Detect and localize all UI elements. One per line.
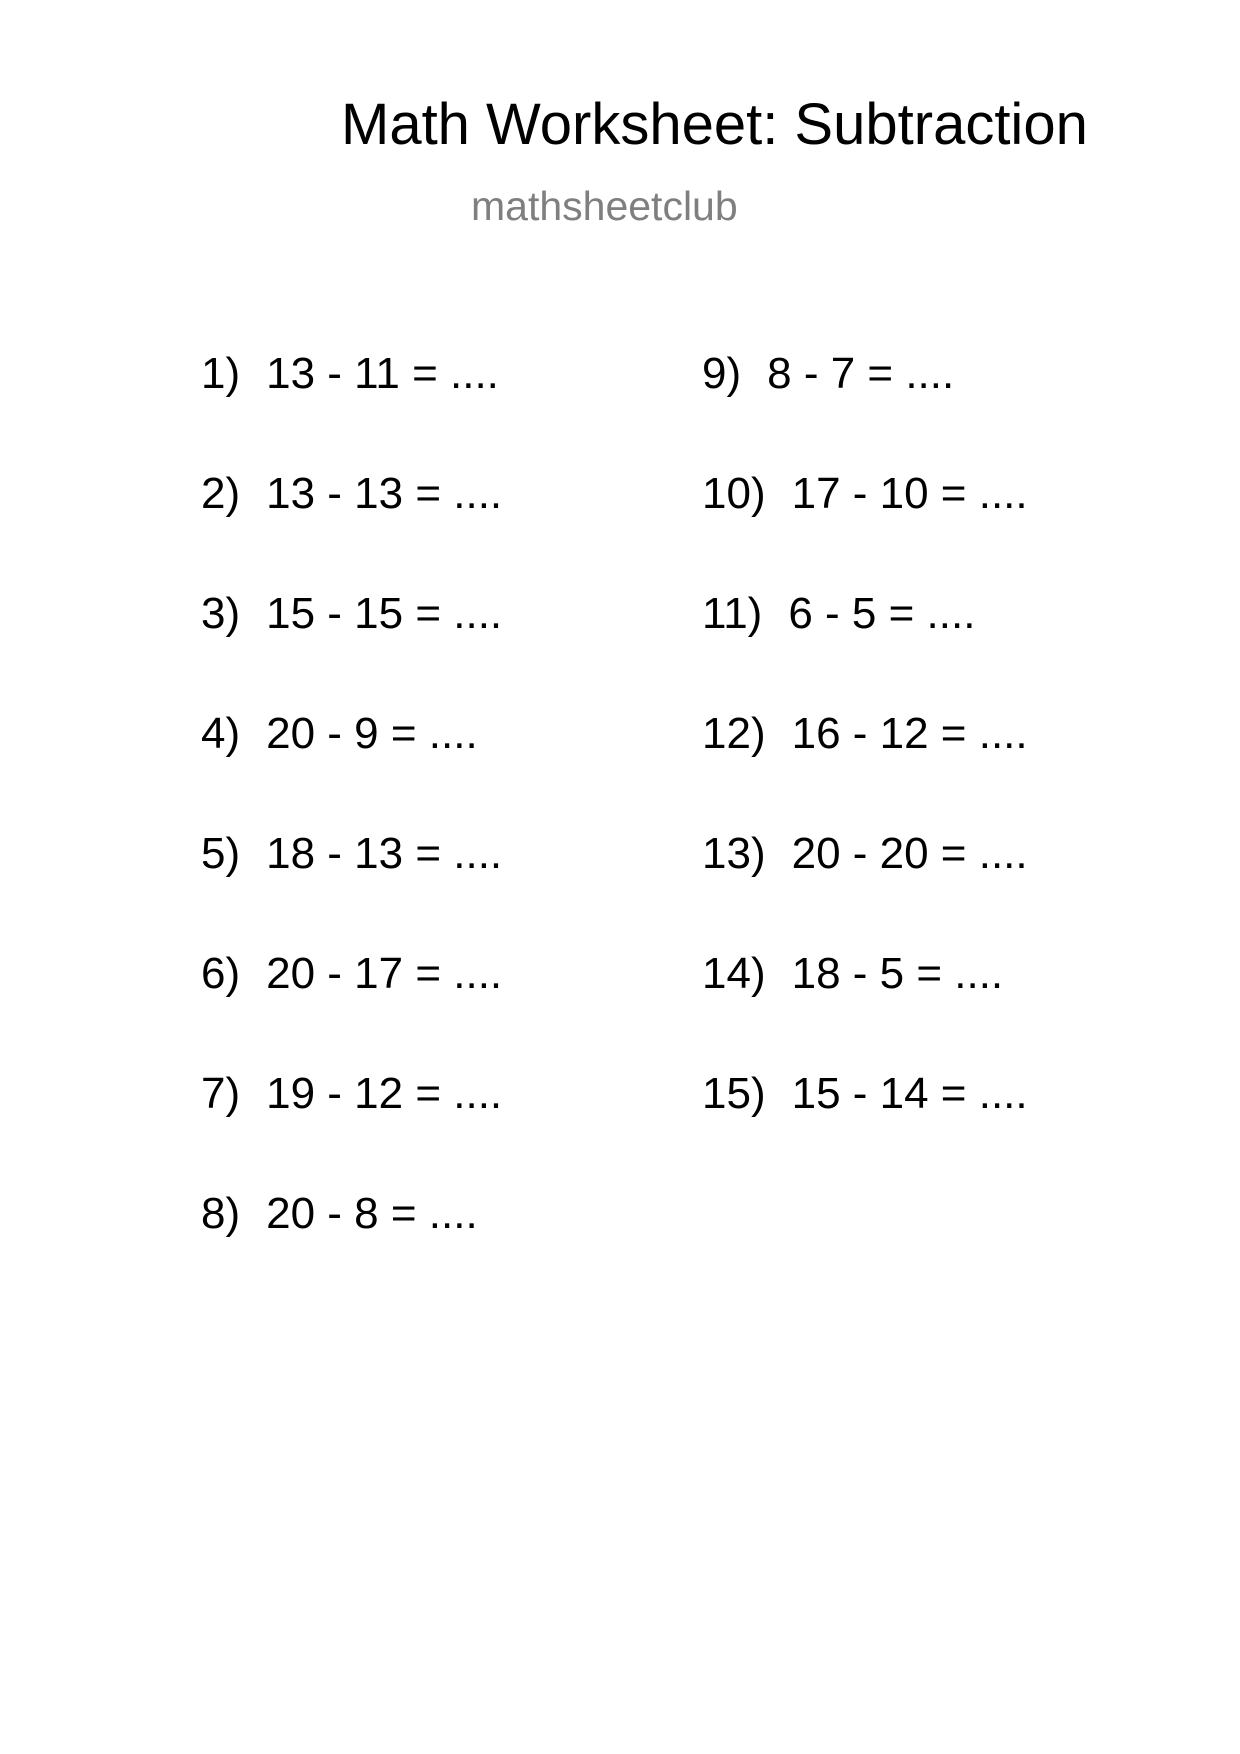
problem-expression: 15 - 14 = .... [791, 1069, 1028, 1118]
problem-number: 6) [201, 949, 241, 998]
problem-item [702, 1069, 1028, 1118]
problem-item [201, 1189, 478, 1238]
problem-number: 14) [702, 949, 766, 998]
problem-number: 3) [201, 589, 241, 638]
problem-item [201, 829, 503, 878]
problem-number: 12) [702, 709, 766, 758]
problem-item [702, 589, 976, 638]
problem-number: 11) [702, 589, 763, 638]
problem-expression: 13 - 13 = .... [266, 469, 503, 518]
problem-number: 1) [201, 349, 241, 398]
page-title: Math Worksheet: Subtraction [341, 92, 1088, 157]
problem-item [201, 589, 503, 638]
problem-expression: 13 - 11 = .... [266, 349, 499, 398]
problem-expression: 20 - 17 = .... [266, 949, 503, 998]
problem-item [702, 949, 1004, 998]
problem-item [201, 709, 478, 758]
problem-expression: 8 - 7 = .... [767, 349, 955, 398]
problem-item [702, 709, 1028, 758]
page-subtitle: mathsheetclub [471, 183, 738, 229]
problem-item [201, 349, 499, 398]
problem-item [201, 1069, 503, 1118]
problem-item [702, 349, 955, 398]
problem-expression: 6 - 5 = .... [788, 589, 976, 638]
problem-expression: 20 - 9 = .... [266, 709, 478, 758]
problem-expression: 16 - 12 = .... [791, 709, 1028, 758]
problem-item [201, 949, 503, 998]
problem-item [201, 469, 503, 518]
problem-expression: 20 - 20 = .... [791, 829, 1028, 878]
problem-expression: 20 - 8 = .... [266, 1189, 478, 1238]
problem-expression: 18 - 5 = .... [791, 949, 1004, 998]
problem-number: 7) [201, 1069, 241, 1118]
problem-item [702, 469, 1028, 518]
problem-expression: 17 - 10 = .... [791, 469, 1028, 518]
problem-number: 15) [702, 1069, 766, 1118]
problem-number: 10) [702, 469, 766, 518]
problem-expression: 18 - 13 = .... [266, 829, 503, 878]
problem-number: 2) [201, 469, 241, 518]
problem-number: 13) [702, 829, 766, 878]
problem-number: 5) [201, 829, 241, 878]
problem-expression: 15 - 15 = .... [266, 589, 503, 638]
problem-expression: 19 - 12 = .... [266, 1069, 503, 1118]
problem-number: 9) [702, 349, 742, 398]
problem-item [702, 829, 1028, 878]
problem-number: 8) [201, 1189, 241, 1238]
problem-number: 4) [201, 709, 241, 758]
